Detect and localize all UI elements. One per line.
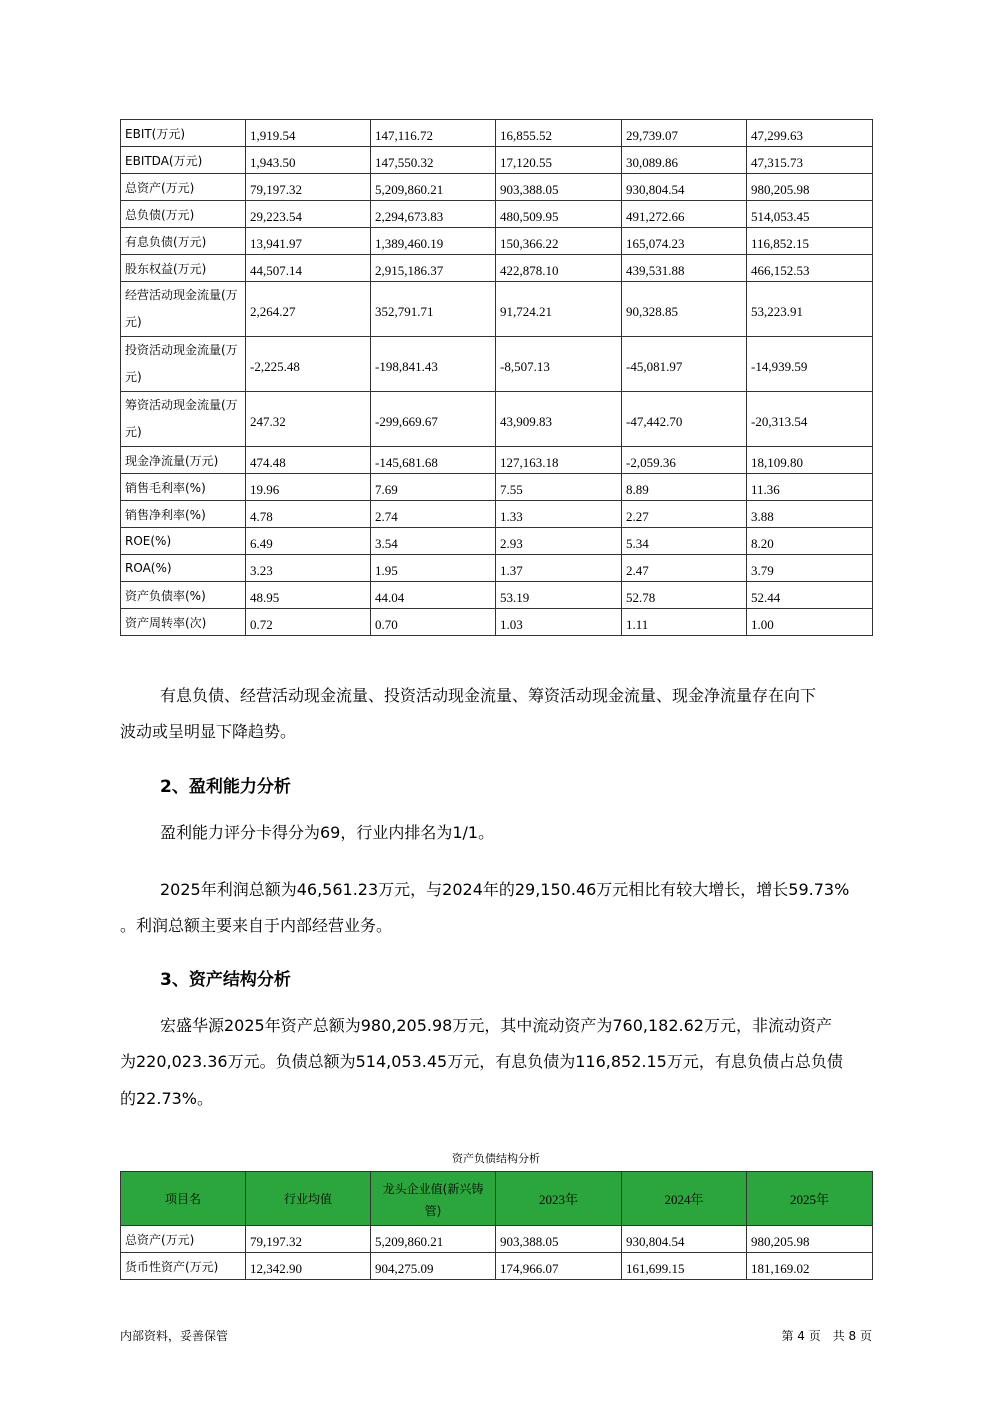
table-cell: 13,941.97	[246, 228, 371, 255]
table-cell: 3.88	[747, 501, 873, 528]
table-cell: 1.03	[496, 609, 622, 636]
table-cell: 53.19	[496, 582, 622, 609]
row-label: 资产周转率(次)	[121, 609, 246, 636]
table-cell: 2.27	[622, 501, 747, 528]
table-cell: 1.95	[371, 555, 496, 582]
table-cell: 44.04	[371, 582, 496, 609]
table-cell: 904,275.09	[371, 1253, 496, 1280]
table-cell: -2,059.36	[622, 447, 747, 474]
table-cell: 7.69	[371, 474, 496, 501]
table-cell: 181,169.02	[747, 1253, 873, 1280]
table-cell: 48.95	[246, 582, 371, 609]
table-cell: 2,915,186.37	[371, 255, 496, 282]
row-label: 筹资活动现金流量(万元)	[121, 392, 246, 447]
table-cell: 79,197.32	[246, 174, 371, 201]
table-cell: 2.93	[496, 528, 622, 555]
table-row	[121, 1253, 873, 1280]
table-cell: 3.79	[747, 555, 873, 582]
table-cell: 5,209,860.21	[371, 174, 496, 201]
table-row	[121, 528, 873, 555]
table-cell: -299,669.67	[371, 392, 496, 447]
row-label: EBIT(万元)	[121, 120, 246, 147]
table-cell: 1,389,460.19	[371, 228, 496, 255]
table-cell: 1.33	[496, 501, 622, 528]
table-cell: 165,074.23	[622, 228, 747, 255]
table-row	[121, 582, 873, 609]
table-cell: 90,328.85	[622, 282, 747, 337]
table-cell: 8.89	[622, 474, 747, 501]
table-row	[121, 337, 873, 392]
table-cell: 116,852.15	[747, 228, 873, 255]
section-heading-profitability: 2、盈利能力分析	[160, 777, 291, 797]
table-cell: 44,507.14	[246, 255, 371, 282]
table-row	[121, 174, 873, 201]
profitability-score: 盈利能力评分卡得分为69，行业内排名为1/1。	[160, 823, 495, 842]
table-cell: 439,531.88	[622, 255, 747, 282]
table-cell: 174,966.07	[496, 1253, 622, 1280]
table-row	[121, 555, 873, 582]
table-cell: 1.11	[622, 609, 747, 636]
column-header: 2024年	[622, 1172, 747, 1226]
table-row	[121, 201, 873, 228]
table-cell: 903,388.05	[496, 1226, 622, 1253]
table-row	[121, 147, 873, 174]
row-label: 总资产(万元)	[121, 1226, 246, 1253]
table-cell: 930,804.54	[622, 1226, 747, 1253]
table-cell: 3.54	[371, 528, 496, 555]
table-cell: 480,509.95	[496, 201, 622, 228]
row-label: 销售净利率(%)	[121, 501, 246, 528]
trend-paragraph	[120, 678, 872, 750]
table-cell: 17,120.55	[496, 147, 622, 174]
trend-line-2: 波动或呈明显下降趋势。	[120, 722, 297, 741]
table-cell: 980,205.98	[747, 1226, 873, 1253]
table-cell: 0.72	[246, 609, 371, 636]
table-cell: -47,442.70	[622, 392, 747, 447]
table-cell: 16,855.52	[496, 120, 622, 147]
table-cell: 150,366.22	[496, 228, 622, 255]
table-cell: 52.78	[622, 582, 747, 609]
table-cell: -8,507.13	[496, 337, 622, 392]
table-cell: -2,225.48	[246, 337, 371, 392]
table-cell: 1.00	[747, 609, 873, 636]
row-label: 资产负债率(%)	[121, 582, 246, 609]
table-cell: 2.47	[622, 555, 747, 582]
table-cell: 29,739.07	[622, 120, 747, 147]
table-row	[121, 392, 873, 447]
table-cell: 127,163.18	[496, 447, 622, 474]
table-cell: 474.48	[246, 447, 371, 474]
row-label: 经营活动现金流量(万元)	[121, 282, 246, 337]
table-cell: -198,841.43	[371, 337, 496, 392]
table-row	[121, 609, 873, 636]
row-label: 有息负债(万元)	[121, 228, 246, 255]
profit-line-2: 。利润总额主要来自于内部经营业务。	[120, 916, 393, 935]
table-cell: 29,223.54	[246, 201, 371, 228]
asset-structure-line-2: 为220,023.36万元。负债总额为514,053.45万元，有息负债为116,852.15万元，有息负债占总负债	[120, 1052, 843, 1071]
row-label: ROA(%)	[121, 555, 246, 582]
table-cell: 352,791.71	[371, 282, 496, 337]
trend-line-1: 有息负债、经营活动现金流量、投资活动现金流量、筹资活动现金流量、现金净流量存在向下	[160, 686, 817, 705]
section-heading-asset-structure: 3、资产结构分析	[160, 970, 291, 990]
table-cell: 247.32	[246, 392, 371, 447]
table-cell: 7.55	[496, 474, 622, 501]
table-cell: 422,878.10	[496, 255, 622, 282]
table-row	[121, 120, 873, 147]
table-cell: 18,109.80	[747, 447, 873, 474]
table-cell: 0.70	[371, 609, 496, 636]
column-header: 行业均值	[246, 1172, 371, 1226]
table-cell: 2,264.27	[246, 282, 371, 337]
table-cell: 43,909.83	[496, 392, 622, 447]
table-cell: -45,081.97	[622, 337, 747, 392]
table-cell: 1,919.54	[246, 120, 371, 147]
row-label: 销售毛利率(%)	[121, 474, 246, 501]
table-cell: 514,053.45	[747, 201, 873, 228]
table-cell: 8.20	[747, 528, 873, 555]
table-cell: 2.74	[371, 501, 496, 528]
table-cell: 491,272.66	[622, 201, 747, 228]
table-cell: -20,313.54	[747, 392, 873, 447]
table-cell: 1.37	[496, 555, 622, 582]
table-cell: 2,294,673.83	[371, 201, 496, 228]
table-cell: 1,943.50	[246, 147, 371, 174]
profit-line-1: 2025年利润总额为46,561.23万元，与2024年的29,150.46万元相比有较大增长，增长59.73%	[160, 880, 850, 899]
asset-structure-line-1: 宏盛华源2025年资产总额为980,205.98万元，其中流动资产为760,182.62万元，非流动资产	[160, 1016, 832, 1035]
footer-confidential: 内部资料，妥善保管	[120, 1329, 229, 1343]
table-cell: 5,209,860.21	[371, 1226, 496, 1253]
table-cell: 980,205.98	[747, 174, 873, 201]
row-label: 总资产(万元)	[121, 174, 246, 201]
table-cell: 5.34	[622, 528, 747, 555]
table-cell: 91,724.21	[496, 282, 622, 337]
table-cell: 47,315.73	[747, 147, 873, 174]
table-cell: 930,804.54	[622, 174, 747, 201]
row-label: ROE(%)	[121, 528, 246, 555]
table-cell: 147,116.72	[371, 120, 496, 147]
table-cell: 466,152.53	[747, 255, 873, 282]
table-cell: 52.44	[747, 582, 873, 609]
table-cell: 19.96	[246, 474, 371, 501]
column-header: 龙头企业值(新兴铸管)	[371, 1172, 496, 1226]
financial-metrics-table	[120, 119, 873, 636]
table-row	[121, 282, 873, 337]
asset-structure-line-3: 的22.73%。	[120, 1089, 214, 1108]
table-cell: -145,681.68	[371, 447, 496, 474]
table-row	[121, 228, 873, 255]
footer-page-number: 第 4 页 共 8 页	[781, 1329, 872, 1343]
table-cell: 903,388.05	[496, 174, 622, 201]
column-header: 项目名	[121, 1172, 246, 1226]
table-row	[121, 501, 873, 528]
table-cell: 147,550.32	[371, 147, 496, 174]
table-cell: 47,299.63	[747, 120, 873, 147]
table-cell: 53,223.91	[747, 282, 873, 337]
row-label: EBITDA(万元)	[121, 147, 246, 174]
row-label: 现金净流量(万元)	[121, 447, 246, 474]
table-cell: 6.49	[246, 528, 371, 555]
table-row	[121, 474, 873, 501]
asset-liability-structure-table	[120, 1171, 873, 1280]
table-cell: 12,342.90	[246, 1253, 371, 1280]
table-cell: 4.78	[246, 501, 371, 528]
table-cell: 30,089.86	[622, 147, 747, 174]
column-header: 2023年	[496, 1172, 622, 1226]
table-cell: 11.36	[747, 474, 873, 501]
table-row	[121, 1226, 873, 1253]
row-label: 总负债(万元)	[121, 201, 246, 228]
table-cell: -14,939.59	[747, 337, 873, 392]
table-cell: 161,699.15	[622, 1253, 747, 1280]
row-label: 股东权益(万元)	[121, 255, 246, 282]
column-header: 2025年	[747, 1172, 873, 1226]
table-cell: 3.23	[246, 555, 371, 582]
table-row	[121, 255, 873, 282]
table-cell: 79,197.32	[246, 1226, 371, 1253]
row-label: 货币性资产(万元)	[121, 1253, 246, 1280]
table-caption: 资产负债结构分析	[452, 1152, 540, 1165]
table-row	[121, 447, 873, 474]
row-label: 投资活动现金流量(万元)	[121, 337, 246, 392]
